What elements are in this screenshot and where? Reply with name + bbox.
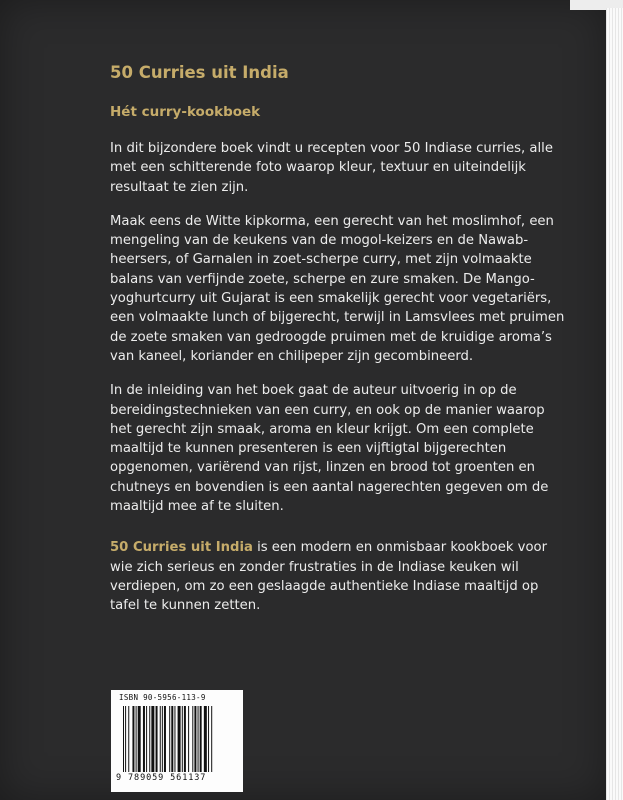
closing-paragraph	[110, 538, 570, 615]
page-side-edge	[606, 8, 623, 800]
recipes-paragraph: Maak eens de Witte kipkorma, een gerecht van het moslimhof, een mengeling van de keukens van de mogol-keizers en de Nawab-heersers, of Garnalen in zoet-scherpe curry, met zijn volmaakte balans van verfijnde zoete, scherpe en zure smaken. De Mango-yoghurtcurry uit Gujarat is een smakelijk gerecht voor vegetariërs, een volmaakte lunch of bijgerecht, terwijl in Lamsvlees met pruimen de zoete smaken van gedroogde pruimen met de kruidige aroma’s van kaneel, koriander en chilipeper zijn gecombineerd.	[110, 213, 565, 364]
barcode-digits: 9 789059 561137	[116, 773, 207, 783]
closing-title-highlight: 50 Curries uit India	[110, 540, 253, 556]
book-title: 50 Curries uit India	[110, 63, 289, 82]
isbn-text: ISBN 90-5956-113-9	[119, 693, 206, 702]
barcode-label	[111, 690, 243, 792]
techniques-paragraph: In de inleiding van het boek gaat de auteur uitvoerig in op de bereidingstechnieken van een curry, en ook op de manier waarop het gerecht zijn smaak, aroma en kleur krijgt. Om een complete maaltijd te kunnen presenteren is een vijftigtal bijgerechten opgenomen, variërend van rijst, linzen en brood tot groenten en chutneys en bovendien is een aantal nagerechten gegeven om de maaltijd mee af te sluiten.	[110, 383, 549, 515]
intro-paragraph: In dit bijzondere boek vindt u recepten voor 50 Indiase curries, alle met een schitterende foto waarop kleur, textuur en uiteindelijk resultaat te zien zijn.	[110, 141, 553, 195]
barcode-icon	[123, 706, 237, 772]
back-cover-text	[110, 62, 570, 631]
closing-text: is een modern en onmisbaar kookboek voor wie zich serieus en zonder frustraties in de Indiase keuken wil verdiepen, om zo een geslaagde authentieke Indiase maaltijd op tafel te kunnen zetten.	[110, 540, 548, 614]
book-subtitle: Hét curry-kookboek	[110, 104, 261, 120]
